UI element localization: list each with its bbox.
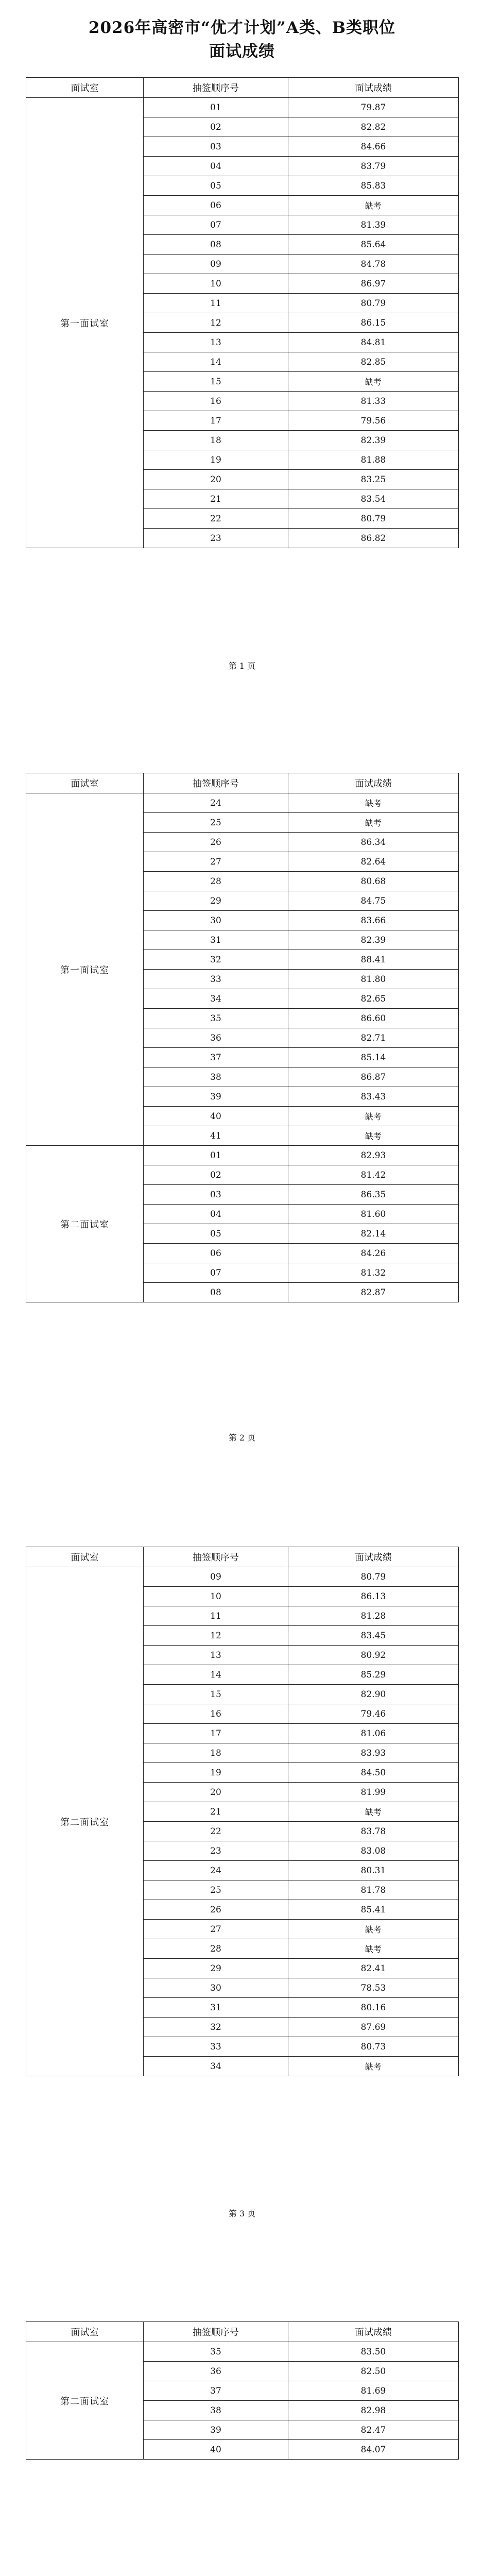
draw-number-cell: 09 (144, 255, 288, 274)
table-row (26, 98, 459, 117)
score-cell: 85.64 (288, 235, 459, 255)
draw-number-cell: 18 (144, 431, 288, 450)
draw-number-cell: 10 (144, 274, 288, 294)
draw-number-cell: 41 (144, 1126, 288, 1146)
score-cell: 82.85 (288, 352, 459, 372)
score-table-page-1 (26, 77, 458, 548)
score-cell: 85.14 (288, 1048, 459, 1067)
draw-number-cell: 14 (144, 352, 288, 372)
score-cell: 87.69 (288, 2018, 459, 2037)
score-cell: 84.78 (288, 255, 459, 274)
score-cell: 79.56 (288, 411, 459, 431)
draw-number-cell: 35 (144, 1009, 288, 1028)
draw-number-cell: 30 (144, 1978, 288, 1998)
header-score: 面试成绩 (288, 773, 459, 793)
draw-number-cell: 07 (144, 1263, 288, 1283)
score-cell: 缺考 (288, 793, 459, 813)
draw-number-cell: 40 (144, 1107, 288, 1126)
score-cell: 83.50 (288, 2342, 459, 2362)
score-cell: 82.64 (288, 852, 459, 872)
score-cell: 83.43 (288, 1087, 459, 1107)
draw-number-cell: 13 (144, 1646, 288, 1665)
draw-number-cell: 29 (144, 1959, 288, 1978)
score-cell: 86.82 (288, 529, 459, 548)
score-cell: 81.69 (288, 2381, 459, 2401)
draw-number-cell: 36 (144, 2362, 288, 2381)
score-cell: 缺考 (288, 196, 459, 215)
score-cell: 84.26 (288, 1244, 459, 1263)
score-cell: 缺考 (288, 372, 459, 392)
draw-number-cell: 11 (144, 294, 288, 313)
score-cell: 83.54 (288, 489, 459, 509)
header-score: 面试成绩 (288, 1547, 459, 1567)
draw-number-cell: 21 (144, 1802, 288, 1822)
draw-number-cell: 20 (144, 1783, 288, 1802)
draw-number-cell: 24 (144, 1861, 288, 1880)
score-cell: 80.68 (288, 872, 459, 891)
score-cell: 79.46 (288, 1704, 459, 1724)
score-cell: 缺考 (288, 2057, 459, 2076)
header-draw-number: 抽签顺序号 (144, 1547, 288, 1567)
draw-number-cell: 28 (144, 872, 288, 891)
draw-number-cell: 08 (144, 1283, 288, 1302)
draw-number-cell: 24 (144, 793, 288, 813)
score-cell: 83.25 (288, 470, 459, 489)
draw-number-cell: 15 (144, 1685, 288, 1704)
draw-number-cell: 17 (144, 411, 288, 431)
draw-number-cell: 08 (144, 235, 288, 255)
draw-number-cell: 32 (144, 950, 288, 970)
draw-number-cell: 34 (144, 2057, 288, 2076)
draw-number-cell: 27 (144, 852, 288, 872)
draw-number-cell: 04 (144, 157, 288, 176)
score-table (26, 1547, 459, 2076)
draw-number-cell: 05 (144, 176, 288, 196)
draw-number-cell: 16 (144, 1704, 288, 1724)
table-header-row (26, 78, 459, 98)
score-table-page-4 (26, 2321, 458, 2460)
score-cell: 80.79 (288, 509, 459, 529)
draw-number-cell: 07 (144, 215, 288, 235)
draw-number-cell: 33 (144, 2037, 288, 2057)
draw-number-cell: 02 (144, 117, 288, 137)
draw-number-cell: 23 (144, 1841, 288, 1861)
score-cell: 81.60 (288, 1205, 459, 1224)
table-header-row (26, 773, 459, 793)
score-cell: 缺考 (288, 813, 459, 833)
score-cell: 81.32 (288, 1263, 459, 1283)
table-header-row (26, 1547, 459, 1567)
draw-number-cell: 18 (144, 1743, 288, 1763)
score-table (26, 77, 459, 548)
score-cell: 81.28 (288, 1606, 459, 1626)
score-cell: 85.29 (288, 1665, 459, 1685)
draw-number-cell: 39 (144, 2420, 288, 2440)
header-draw-number: 抽签顺序号 (144, 2322, 288, 2342)
score-cell: 缺考 (288, 1802, 459, 1822)
draw-number-cell: 10 (144, 1587, 288, 1606)
table-row (26, 1567, 459, 1587)
score-cell: 84.81 (288, 333, 459, 352)
score-cell: 80.31 (288, 1861, 459, 1880)
score-cell: 82.98 (288, 2401, 459, 2420)
draw-number-cell: 28 (144, 1939, 288, 1959)
score-cell: 83.08 (288, 1841, 459, 1861)
draw-number-cell: 25 (144, 1880, 288, 1900)
score-cell: 85.83 (288, 176, 459, 196)
score-cell: 86.60 (288, 1009, 459, 1028)
draw-number-cell: 23 (144, 529, 288, 548)
draw-number-cell: 29 (144, 891, 288, 911)
draw-number-cell: 34 (144, 989, 288, 1009)
draw-number-cell: 38 (144, 1067, 288, 1087)
interview-room-cell: 第一面试室 (26, 98, 144, 548)
draw-number-cell: 37 (144, 2381, 288, 2401)
score-cell: 缺考 (288, 1107, 459, 1126)
score-cell: 缺考 (288, 1126, 459, 1146)
draw-number-cell: 01 (144, 98, 288, 117)
score-cell: 82.47 (288, 2420, 459, 2440)
score-cell: 86.15 (288, 313, 459, 333)
draw-number-cell: 30 (144, 911, 288, 930)
draw-number-cell: 26 (144, 833, 288, 852)
table-row (26, 1146, 459, 1165)
score-cell: 82.71 (288, 1028, 459, 1048)
score-cell: 80.79 (288, 294, 459, 313)
draw-number-cell: 37 (144, 1048, 288, 1067)
draw-number-cell: 33 (144, 970, 288, 989)
score-cell: 82.50 (288, 2362, 459, 2381)
table-header-row (26, 2322, 459, 2342)
score-cell: 83.66 (288, 911, 459, 930)
draw-number-cell: 03 (144, 137, 288, 157)
draw-number-cell: 15 (144, 372, 288, 392)
draw-number-cell: 31 (144, 1998, 288, 2018)
draw-number-cell: 12 (144, 1626, 288, 1646)
draw-number-cell: 22 (144, 1822, 288, 1841)
score-cell: 82.41 (288, 1959, 459, 1978)
draw-number-cell: 11 (144, 1606, 288, 1626)
score-cell: 88.41 (288, 950, 459, 970)
header-score: 面试成绩 (288, 78, 459, 98)
header-draw-number: 抽签顺序号 (144, 773, 288, 793)
score-cell: 84.07 (288, 2440, 459, 2460)
score-cell: 84.50 (288, 1763, 459, 1783)
header-room: 面试室 (26, 78, 144, 98)
page-footer: 第 1 页 (228, 661, 256, 671)
draw-number-cell: 14 (144, 1665, 288, 1685)
score-cell: 81.99 (288, 1783, 459, 1802)
draw-number-cell: 04 (144, 1205, 288, 1224)
draw-number-cell: 38 (144, 2401, 288, 2420)
score-cell: 86.97 (288, 274, 459, 294)
score-cell: 83.93 (288, 1743, 459, 1763)
draw-number-cell: 21 (144, 489, 288, 509)
score-cell: 86.13 (288, 1587, 459, 1606)
page-footer: 第 3 页 (228, 2209, 256, 2218)
draw-number-cell: 20 (144, 470, 288, 489)
score-cell: 78.53 (288, 1978, 459, 1998)
table-row (26, 2342, 459, 2362)
score-cell: 85.41 (288, 1900, 459, 1920)
score-cell: 83.79 (288, 157, 459, 176)
score-cell: 82.82 (288, 117, 459, 137)
draw-number-cell: 13 (144, 333, 288, 352)
page-footer: 第 2 页 (228, 1433, 256, 1443)
score-cell: 81.80 (288, 970, 459, 989)
draw-number-cell: 19 (144, 1763, 288, 1783)
draw-number-cell: 02 (144, 1165, 288, 1185)
interview-room-cell: 第一面试室 (26, 793, 144, 1146)
score-cell: 80.16 (288, 1998, 459, 2018)
score-table (26, 773, 459, 1302)
score-cell: 79.87 (288, 98, 459, 117)
interview-room-cell: 第二面试室 (26, 1567, 144, 2076)
score-cell: 83.45 (288, 1626, 459, 1646)
header-draw-number: 抽签顺序号 (144, 78, 288, 98)
score-cell: 82.39 (288, 930, 459, 950)
table-row (26, 793, 459, 813)
score-cell: 80.79 (288, 1567, 459, 1587)
score-cell: 81.06 (288, 1724, 459, 1743)
draw-number-cell: 25 (144, 813, 288, 833)
score-cell: 82.93 (288, 1146, 459, 1165)
draw-number-cell: 27 (144, 1920, 288, 1939)
draw-number-cell: 19 (144, 450, 288, 470)
score-cell: 84.66 (288, 137, 459, 157)
document-title: 2026年高密市“优才计划”A类、B类职位 (88, 19, 396, 37)
draw-number-cell: 22 (144, 509, 288, 529)
score-cell: 82.87 (288, 1283, 459, 1302)
score-table (26, 2321, 459, 2460)
score-cell: 83.78 (288, 1822, 459, 1841)
score-cell: 82.14 (288, 1224, 459, 1244)
draw-number-cell: 06 (144, 196, 288, 215)
document-subtitle: 面试成绩 (209, 42, 275, 61)
score-cell: 缺考 (288, 1939, 459, 1959)
score-cell: 缺考 (288, 1920, 459, 1939)
score-cell: 81.78 (288, 1880, 459, 1900)
interview-room-cell: 第二面试室 (26, 1146, 144, 1302)
score-cell: 81.33 (288, 392, 459, 411)
draw-number-cell: 39 (144, 1087, 288, 1107)
draw-number-cell: 01 (144, 1146, 288, 1165)
score-cell: 81.88 (288, 450, 459, 470)
draw-number-cell: 31 (144, 930, 288, 950)
score-cell: 81.42 (288, 1165, 459, 1185)
draw-number-cell: 40 (144, 2440, 288, 2460)
draw-number-cell: 05 (144, 1224, 288, 1244)
score-cell: 80.92 (288, 1646, 459, 1665)
score-cell: 86.35 (288, 1185, 459, 1205)
score-cell: 82.65 (288, 989, 459, 1009)
draw-number-cell: 36 (144, 1028, 288, 1048)
draw-number-cell: 32 (144, 2018, 288, 2037)
score-cell: 82.90 (288, 1685, 459, 1704)
score-cell: 84.75 (288, 891, 459, 911)
draw-number-cell: 26 (144, 1900, 288, 1920)
score-cell: 82.39 (288, 431, 459, 450)
score-table-page-2 (26, 773, 458, 1302)
draw-number-cell: 17 (144, 1724, 288, 1743)
header-room: 面试室 (26, 773, 144, 793)
header-room: 面试室 (26, 1547, 144, 1567)
header-score: 面试成绩 (288, 2322, 459, 2342)
score-cell: 86.34 (288, 833, 459, 852)
header-room: 面试室 (26, 2322, 144, 2342)
draw-number-cell: 03 (144, 1185, 288, 1205)
draw-number-cell: 16 (144, 392, 288, 411)
score-cell: 86.87 (288, 1067, 459, 1087)
interview-room-cell: 第二面试室 (26, 2342, 144, 2460)
draw-number-cell: 06 (144, 1244, 288, 1263)
score-table-page-3 (26, 1547, 458, 2076)
score-cell: 80.73 (288, 2037, 459, 2057)
draw-number-cell: 35 (144, 2342, 288, 2362)
draw-number-cell: 12 (144, 313, 288, 333)
draw-number-cell: 09 (144, 1567, 288, 1587)
score-cell: 81.39 (288, 215, 459, 235)
